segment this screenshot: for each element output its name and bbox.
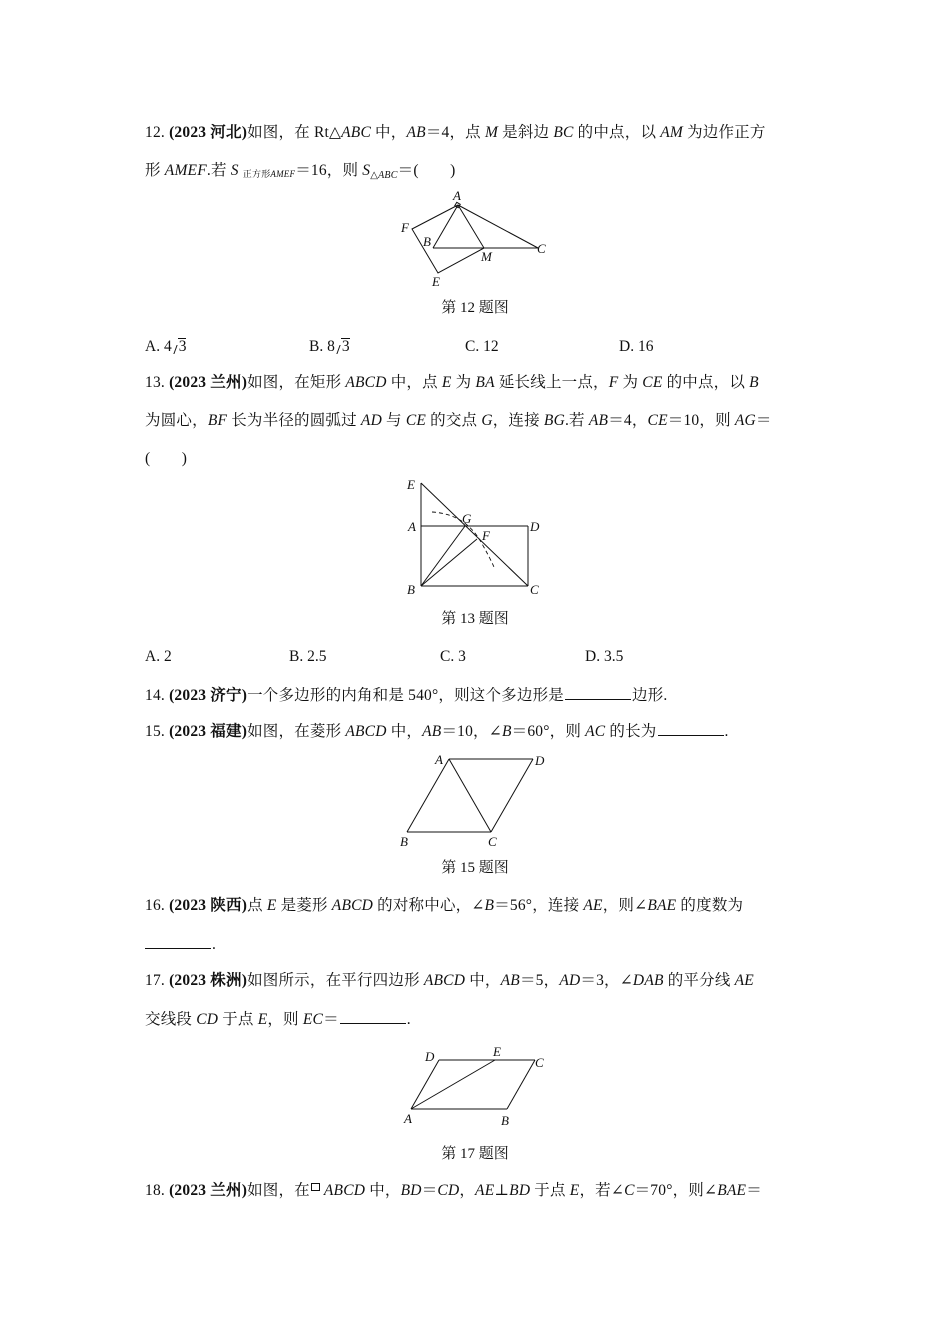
q17-line-1	[145, 971, 754, 991]
q12-option-a	[145, 337, 186, 357]
q12-option-c	[465, 337, 499, 357]
text-fragment: ABCD	[331, 897, 374, 914]
text-fragment: B.	[289, 648, 304, 665]
sqrt-symbol: 3	[178, 338, 187, 355]
text-fragment: E	[441, 374, 452, 391]
text-fragment: BG	[543, 412, 565, 429]
text-fragment: CE	[405, 412, 427, 429]
q17-label-b: B	[501, 1113, 509, 1128]
q12-option-b	[309, 337, 350, 357]
q13-label-g: G	[462, 511, 472, 526]
text-fragment: BD	[400, 1182, 422, 1199]
text-fragment: BC	[553, 124, 574, 141]
text-fragment: 正方形	[242, 169, 271, 179]
text-fragment: 点	[247, 897, 267, 914]
text-fragment: BF	[207, 412, 228, 429]
text-fragment: CE	[647, 412, 668, 429]
q17-line-2	[145, 1009, 411, 1030]
text-fragment: .	[212, 936, 217, 953]
q17-label-a: A	[404, 1111, 412, 1126]
text-fragment: ，则	[267, 1011, 303, 1028]
q13-option-b	[289, 647, 326, 667]
text-fragment: BAE	[717, 1182, 747, 1199]
q13-option-a	[145, 647, 172, 667]
q15-label-b: B	[400, 834, 408, 849]
text-fragment: AC	[585, 723, 606, 740]
text-fragment: G	[481, 412, 493, 429]
text-fragment: 2	[163, 648, 172, 665]
text-fragment: ＝60°，则	[511, 723, 586, 740]
q13-number: 13.	[145, 374, 165, 391]
text-fragment: ，则∠	[602, 897, 648, 914]
text-fragment: 延长线上一点，	[494, 374, 609, 391]
q13-caption: 第 13 题图	[441, 611, 509, 627]
text-fragment: AMEF	[164, 162, 207, 179]
text-fragment: AE	[583, 897, 603, 914]
text-fragment: B	[484, 897, 495, 914]
text-fragment: 为圆心，	[145, 412, 208, 429]
text-fragment: ＝	[421, 1182, 438, 1199]
text-fragment: .若	[206, 162, 231, 179]
q13-figure	[395, 470, 555, 610]
text-fragment: ＝16，则	[295, 162, 363, 179]
parallelogram-symbol-icon	[311, 1183, 320, 1191]
q18-source: (2023 兰州)	[169, 1182, 248, 1199]
text-fragment: 边形.	[632, 687, 668, 704]
q13-label-c: C	[530, 582, 539, 597]
text-fragment: ＝70°，则∠	[634, 1182, 718, 1199]
text-fragment: ，若∠	[579, 1182, 625, 1199]
q12-caption: 第 12 题图	[441, 300, 509, 316]
text-fragment: 3.5	[603, 648, 624, 665]
text-fragment: ＝56°，连接	[494, 897, 584, 914]
text-fragment: .若	[564, 412, 589, 429]
text-fragment: BA	[475, 374, 495, 391]
text-fragment: ABCD	[323, 1182, 366, 1199]
text-fragment: 于点	[530, 1182, 570, 1199]
text-fragment: BD	[509, 1182, 531, 1199]
text-fragment: AM	[660, 124, 683, 141]
q12-label-f: F	[401, 220, 409, 235]
q12-label-e: E	[432, 274, 440, 289]
text-fragment: 的中点，以	[573, 124, 661, 141]
text-fragment: D.	[619, 338, 635, 355]
q13-line-2	[145, 411, 772, 431]
text-fragment: 如图，在 Rt△	[247, 124, 342, 141]
q12-label-a: A	[453, 188, 461, 203]
text-fragment: AB	[422, 723, 442, 740]
text-fragment: 16	[637, 338, 654, 355]
q17-label-d: D	[425, 1049, 435, 1064]
q13-option-d	[585, 647, 623, 667]
q17-label-c: C	[535, 1055, 544, 1070]
text-fragment: AB	[406, 124, 426, 141]
text-fragment: EC	[302, 1011, 324, 1028]
text-fragment: 的交点	[426, 412, 482, 429]
text-fragment: 形	[145, 162, 165, 179]
text-fragment: C	[624, 1182, 635, 1199]
text-fragment: CD	[196, 1011, 219, 1028]
text-fragment: AE	[475, 1182, 495, 1199]
text-fragment: B	[501, 723, 512, 740]
text-fragment: AB	[500, 972, 520, 989]
text-fragment: ABCD	[345, 723, 387, 740]
q15-figure	[390, 745, 560, 855]
text-fragment: ＝10，则	[667, 412, 735, 429]
q13-option-c	[440, 647, 466, 667]
text-fragment: 的长为	[605, 723, 657, 740]
text-fragment: 于点	[218, 1011, 258, 1028]
text-fragment: ABCD	[423, 972, 466, 989]
text-fragment: AD	[559, 972, 581, 989]
text-fragment: C.	[440, 648, 455, 665]
text-fragment: ABC	[341, 124, 371, 141]
q16-line-1	[145, 896, 743, 916]
q17-number: 17.	[145, 972, 165, 989]
sqrt-symbol: 3	[341, 338, 350, 355]
text-fragment: S	[362, 162, 371, 179]
q14-source: (2023 济宁)	[169, 687, 248, 704]
text-fragment: AB	[588, 412, 609, 429]
answer-blank	[565, 685, 631, 700]
text-fragment: B.	[309, 338, 324, 355]
text-fragment: 中，	[386, 723, 423, 740]
text-fragment: 的对称中心，∠	[373, 897, 485, 914]
text-fragment: CE	[642, 374, 663, 391]
text-fragment: 为	[451, 374, 476, 391]
text-fragment: 一个多边形的内角和是 540°，则这个多边形是	[247, 687, 564, 704]
text-fragment: 如图，在矩形	[247, 374, 346, 391]
q15-source: (2023 福建)	[169, 723, 248, 740]
answer-blank	[658, 721, 724, 736]
text-fragment: F	[608, 374, 619, 391]
text-fragment: 的平分线	[663, 972, 735, 989]
text-fragment: CD	[437, 1182, 460, 1199]
q15-caption: 第 15 题图	[441, 860, 509, 876]
text-fragment: 与	[381, 412, 406, 429]
text-fragment: AD	[360, 412, 382, 429]
text-fragment: 为	[618, 374, 643, 391]
text-fragment: 中，点	[386, 374, 442, 391]
text-fragment: ，	[459, 1182, 476, 1199]
q15-line	[145, 721, 729, 742]
text-fragment: 中，	[465, 972, 501, 989]
text-fragment: 2.5	[307, 648, 327, 665]
text-fragment: 12	[483, 338, 499, 355]
q12-label-c: C	[537, 241, 546, 256]
q16-line-2	[145, 934, 216, 955]
text-fragment: ＝3，∠	[580, 972, 633, 989]
q12-option-d	[619, 337, 653, 357]
text-fragment: ＝10，∠	[441, 723, 502, 740]
q13-label-e: E	[407, 477, 415, 492]
q13-label-f: F	[482, 528, 490, 543]
text-fragment: 是斜边	[498, 124, 554, 141]
q18-number: 18.	[145, 1182, 165, 1199]
q12-label-b: B	[423, 234, 431, 249]
text-fragment: S	[230, 162, 239, 179]
text-fragment: △ABC	[370, 170, 398, 181]
q12-line-1	[145, 123, 766, 143]
text-fragment: 8	[327, 338, 335, 355]
text-fragment: AG	[734, 412, 756, 429]
text-fragment: ，连接	[492, 412, 544, 429]
text-fragment: A.	[145, 338, 161, 355]
text-fragment: ＝	[755, 412, 772, 429]
text-fragment: 为边作正方	[683, 124, 766, 141]
q16-source: (2023 陕西)	[169, 897, 248, 914]
q17-figure	[390, 1035, 560, 1140]
text-fragment: 长为半径的圆弧过	[227, 412, 361, 429]
text-fragment: ＝4，	[608, 412, 648, 429]
q17-source: (2023 株洲)	[169, 972, 248, 989]
answer-blank	[145, 934, 211, 949]
text-fragment: 4	[163, 338, 172, 355]
text-fragment: 是菱形	[276, 897, 332, 914]
q15-label-d: D	[535, 753, 545, 768]
q17-label-e: E	[493, 1044, 501, 1059]
text-fragment: DAB	[632, 972, 664, 989]
text-fragment: M	[484, 124, 499, 141]
text-fragment: ⊥	[494, 1182, 510, 1199]
text-fragment: 中，	[370, 124, 407, 141]
q12-source: (2023 河北)	[169, 124, 248, 141]
text-fragment: AE	[734, 972, 754, 989]
text-fragment: E	[266, 897, 277, 914]
q13-label-d: D	[530, 519, 540, 534]
text-fragment: C.	[465, 338, 480, 355]
q17-caption: 第 17 题图	[441, 1146, 509, 1162]
text-fragment: A.	[145, 648, 161, 665]
text-fragment: 如图，在菱形	[247, 723, 346, 740]
q12-line-2	[145, 161, 455, 186]
answer-blank	[340, 1009, 406, 1024]
q13-source: (2023 兰州)	[169, 374, 248, 391]
text-fragment: ＝5，	[519, 972, 560, 989]
text-fragment: B	[749, 374, 759, 391]
text-fragment: 的度数为	[676, 897, 744, 914]
q18-line	[145, 1181, 762, 1201]
q15-label-c: C	[488, 834, 497, 849]
text-fragment: ＝	[323, 1011, 339, 1028]
q12-figure	[390, 185, 560, 300]
text-fragment: ＝	[746, 1182, 762, 1199]
q13-line-1	[145, 373, 759, 393]
q14-line	[145, 685, 667, 706]
text-fragment: ＝4，点	[425, 124, 485, 141]
q13-label-a: A	[408, 519, 416, 534]
q15-number: 15.	[145, 723, 165, 740]
q12-number: 12.	[145, 124, 165, 141]
q14-number: 14.	[145, 687, 165, 704]
text-fragment: ＝( )	[397, 162, 456, 179]
text-fragment: ABCD	[345, 374, 387, 391]
text-fragment: .	[406, 1011, 411, 1028]
q13-label-b: B	[407, 582, 415, 597]
text-fragment: .	[724, 723, 729, 740]
text-fragment: D.	[585, 648, 601, 665]
text-fragment: AMEF	[270, 169, 296, 179]
text-fragment: E	[569, 1182, 580, 1199]
text-fragment: 中，	[365, 1182, 401, 1199]
text-fragment: 交线段	[145, 1011, 197, 1028]
text-fragment: 3	[458, 648, 466, 665]
text-fragment: 如图所示，在平行四边形	[247, 972, 424, 989]
text-fragment: BAE	[647, 897, 677, 914]
text-fragment: 如图，在	[247, 1182, 310, 1199]
q15-label-a: A	[435, 752, 443, 767]
q13-line-3: ( )	[145, 450, 188, 467]
q16-number: 16.	[145, 897, 165, 914]
q12-label-m: M	[481, 249, 492, 264]
text-fragment: 的中点，以	[662, 374, 750, 391]
text-fragment: E	[257, 1011, 268, 1028]
